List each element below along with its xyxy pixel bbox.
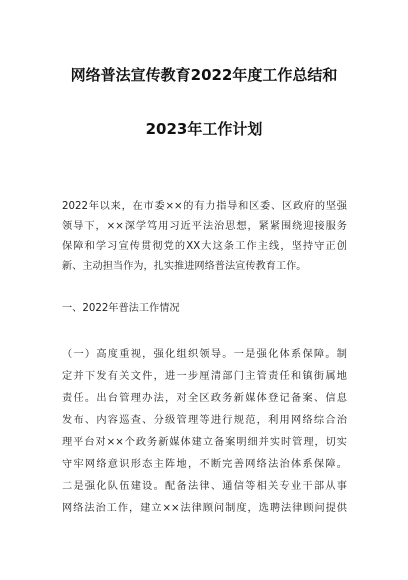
intro-paragraph-line: 领导下，××深学笃用习近平法治思想，紧紧围绕迎接服务 <box>62 221 347 232</box>
section-heading: 一、2022年普法工作情况 <box>62 303 180 314</box>
section-paragraph-line: 发布、内容巡查、分级管理等进行规范，利用网络综合治 <box>62 415 347 426</box>
section-paragraph-line: 责任。出台管理办法，对全区政务新媒体登记备案、信息 <box>62 393 347 404</box>
section-paragraph-line: 二是强化队伍建设。配备法律、通信等相关专业干部从事 <box>62 481 347 492</box>
section-paragraph-line: 守牢网络意识形态主阵地，不断完善网络法治体系保障。 <box>62 459 347 470</box>
document-title-line-1: 网络普法宣传教育2022年度工作总结和 <box>70 66 338 84</box>
section-paragraph-line: 定并下发有关文件，进一步厘清部门主管责任和镇街属地 <box>62 371 347 382</box>
intro-paragraph-line: 新、主动担当作为，扎实推进网络普法宣传教育工作。 <box>62 261 307 272</box>
intro-paragraph-line: 保障和学习宣传贯彻党的XX大这条工作主线，坚持守正创 <box>62 241 347 252</box>
intro-paragraph-line: 2022年以来，在市委××的有力指导和区委、区政府的坚强 <box>62 201 347 212</box>
section-paragraph-line: 理平台对××个政务新媒体建立备案明细并实时管理，切实 <box>62 437 347 448</box>
document-title-line-2: 2023年工作计划 <box>145 120 263 138</box>
section-paragraph-line: （一）高度重视，强化组织领导。一是强化体系保障。制 <box>62 349 347 360</box>
section-paragraph-line: 网络法治工作，建立××法律顾问制度，选聘法律顾问提供 <box>62 503 347 514</box>
